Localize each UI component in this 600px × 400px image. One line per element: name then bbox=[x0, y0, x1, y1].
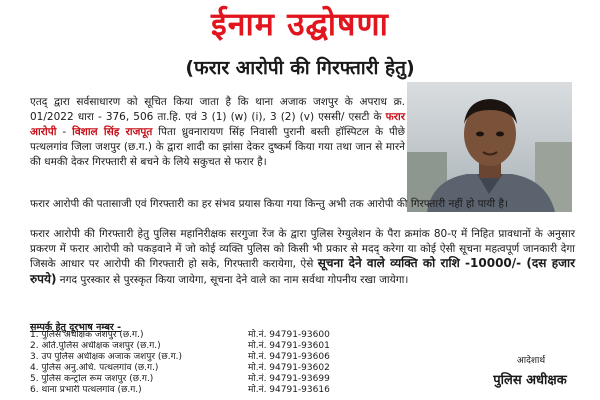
notice-title: ईनाम उद्घोषणा bbox=[211, 5, 389, 43]
reward-paragraph bbox=[30, 227, 575, 287]
reward-text-before: फरार आरोपी की गिरफ्तारी हेतु पुलिस महानिरीक्षक सरगुजा रेंज के द्वारा पुलिस रेग्युलेशन के पैरा क्रमांक 80-ए में निहित प्रावधानों के अनुसार प्रकरण में फरार आरोपी को पकड़वाने में जो कोई व्यक्ति पुलिस को किसी भी प्रकार से मदद् करेगा या कोई ऐसी सूचना महत्वपूर्ण जानकारी देगा जिसके आधार पर आरोपी की गिरफ्तारी हो सके, गिरफ्तारी करायेगा, ऐसे bbox=[30, 228, 575, 270]
reward-amount: सूचना देने वाले व्यक्ति को राशि -10000/- (दस हजार रुपये) bbox=[30, 256, 575, 286]
search-effort-paragraph: फरार आरोपी की पतासाजी एवं गिरफ्तारी का हर संभव प्रयास किया गया किन्तु अभी तक आरोपी की गिरफ्तारी नहीं हो पायी है। bbox=[30, 198, 508, 210]
contact-name: 1. पुलिस अधीक्षक जशपुर (छ.ग.) bbox=[30, 330, 144, 340]
accused-name: विशाल सिंह राजपूत bbox=[72, 126, 153, 138]
contact-row bbox=[30, 363, 390, 374]
contact-name: 5. पुलिस कन्ट्रोल रूम जशपुर (छ.ग.) bbox=[30, 374, 154, 384]
contact-number: मो.नं. 94791-93600 bbox=[248, 330, 330, 340]
contact-number: मो.नं. 94791-93601 bbox=[248, 341, 330, 351]
contact-name: 4. पुलिस अनु.अधि. पत्थलगांव (छ.ग.) bbox=[30, 363, 159, 373]
contact-row bbox=[30, 385, 390, 396]
reward-text-after: नगद पुरस्कार से पुरस्कृत किया जायेगा, सूचना देने वाले का नाम सर्वथा गोपनीय रखा जायेगा। bbox=[56, 273, 409, 286]
suspect-photo-icon bbox=[407, 82, 572, 212]
signatory: पुलिस अधीक्षक bbox=[493, 373, 567, 388]
contact-row bbox=[30, 341, 390, 352]
contact-row bbox=[30, 330, 390, 341]
contact-row bbox=[30, 374, 390, 385]
absconding-accused-label: फरार आरोपी bbox=[30, 111, 405, 138]
intro-text-mid: - bbox=[56, 126, 73, 138]
contact-list bbox=[30, 330, 390, 396]
contact-number: मो.नं. 94791-93602 bbox=[248, 363, 330, 373]
contact-name: 2. अति.पुलिस अधीक्षक जशपुर (छ.ग.) bbox=[30, 341, 161, 351]
intro-text-before: एतद् द्वारा सर्वसाधारण को सूचित किया जाता है कि थाना अजाक जशपुर के अपराध क्र. 01/2022 धारा - 376, 506 ता.हि. एवं 3 (1) (w) (i), 3 (2) (v) एससी/ एसटी के bbox=[30, 96, 405, 123]
contact-number: मो.नं. 94791-93616 bbox=[248, 385, 330, 395]
intro-paragraph bbox=[30, 95, 405, 170]
suspect-photo bbox=[407, 82, 572, 212]
contact-number: मो.नं. 94791-93606 bbox=[248, 352, 330, 362]
intro-text-after: पिता ध्रुवनारायण सिंह निवासी पुरानी बस्ती हॉस्पिटल के पीछे पत्थलगांव जिला जशपुर (छ.ग.) के द्वारा शादी का झांसा देकर दुष्कर्म किया गया तथा जान से मारने की धमकी देकर गिरफ्तारी से बचने के लिये सकुचत से फरार है। bbox=[30, 126, 405, 168]
contact-number: मो.नं. 94791-93699 bbox=[248, 374, 330, 384]
order-label: आदेशार्थ bbox=[516, 356, 546, 366]
notice-subtitle: (फरार आरोपी की गिरफ्तारी हेतु) bbox=[185, 57, 415, 79]
contact-row bbox=[30, 352, 390, 363]
contact-heading: सम्पर्क हेतु दूरभाष नम्बर - bbox=[30, 322, 122, 333]
contact-name: 6. थाना प्रभारी पत्थलगांव (छ.ग.) bbox=[30, 385, 142, 395]
contact-name: 3. उप पुलिस अधीक्षक अजाक जशपुर (छ.ग.) bbox=[30, 352, 183, 362]
